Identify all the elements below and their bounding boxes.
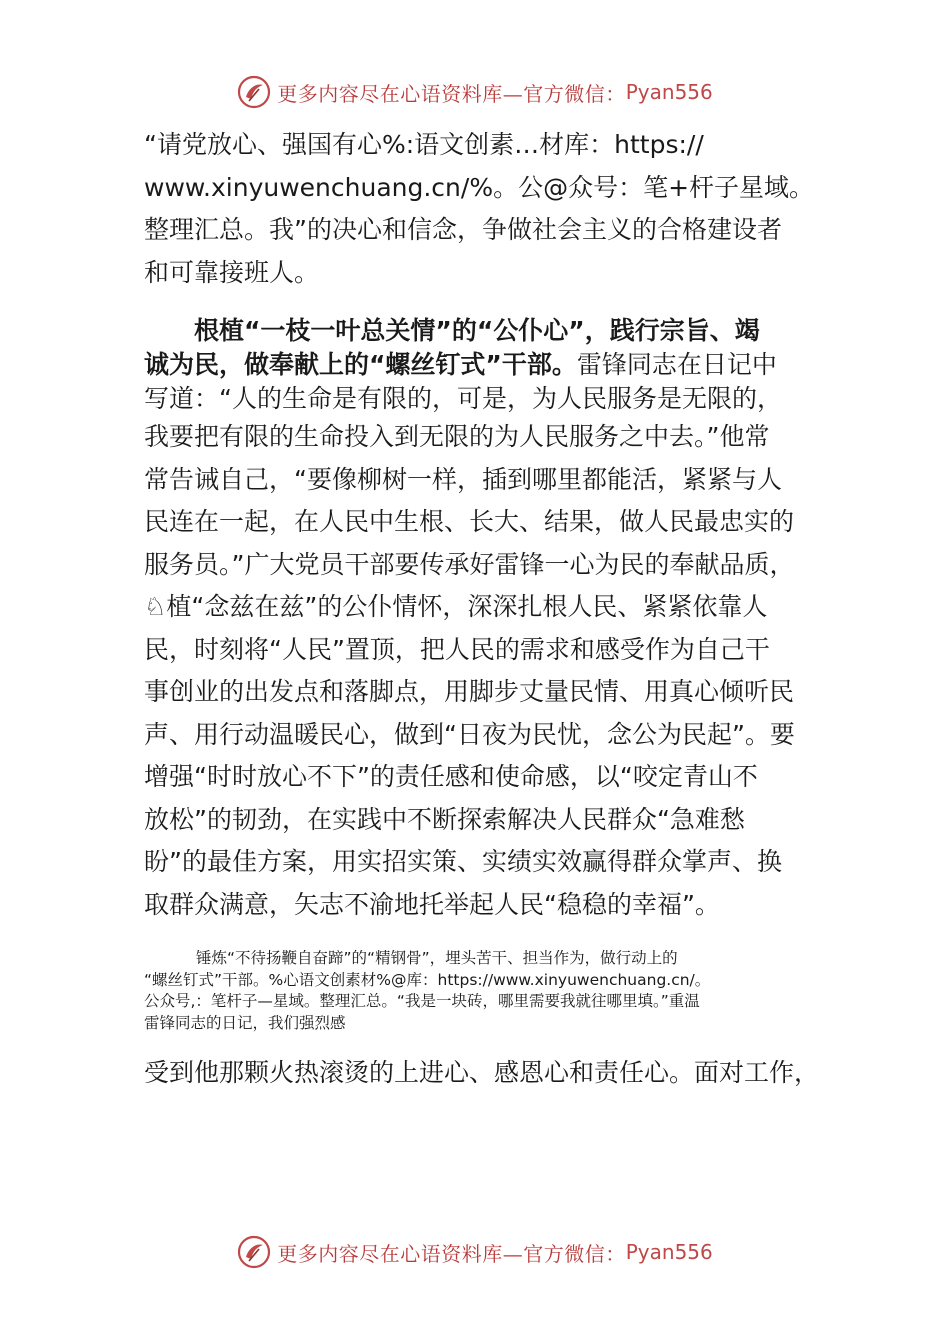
text-line: 服务员。”广大党员干部要传承好雷锋一心为民的奉献品质， <box>144 549 795 579</box>
text-line: 受到他那颗火热滚烫的上进心、感恩心和责任心。面对工作， <box>144 1058 820 1087</box>
text-line: 雷锋同志的日记，我们强烈感 <box>144 1013 346 1032</box>
text-line: “螺丝钉式”干部。%心语文创素材%@库：https://www.xinyuwenchuang.cn/。 <box>144 970 711 989</box>
footer-wechat-id: Pyan556 <box>625 1240 713 1264</box>
text-after-heading: 雷锋同志在日记中 <box>576 350 777 379</box>
text-line: 放松”的韧劲，在实践中不断探索解决人民群众“急难愁 <box>144 804 745 834</box>
text-line: 民，时刻将“人民”置顶，把人民的需求和感受作为自己干 <box>144 634 770 664</box>
text-line: 盼”的最佳方案，用实招实策、实绩实效赢得群众掌声、换 <box>144 847 782 876</box>
paragraph-4 <box>144 1052 820 1095</box>
text-line: 民连在一起，在人民中生根、长大、结果，做人民最忠实的 <box>144 507 795 536</box>
footer-slogan: 更多内容尽在心语资料库—官方微信： <box>277 1241 626 1266</box>
paragraph-3-small <box>144 948 820 1034</box>
text-line: 事创业的出发点和落脚点，用脚步丈量民情、用真心倾听民 <box>144 677 795 706</box>
paragraph-1 <box>144 124 820 294</box>
text-line: 增强“时时放心不下”的责任感和使命感，以“咬定青山不 <box>144 762 758 791</box>
logo-icon <box>237 1235 271 1269</box>
text-line: 常告诫自己，“要像柳树一样，插到哪里都能活，紧紧与人 <box>144 464 782 494</box>
logo-icon <box>237 75 271 109</box>
text-line: “请党放心、强国有心%:语文创素…材库：https:// <box>144 130 704 159</box>
text-line: 声、用行动温暖民心，做到“日夜为民忧，念公为民起”。要 <box>144 719 795 749</box>
text-line: ♘植“念兹在兹”的公仆情怀，深深扎根人民、紧紧依靠人 <box>144 592 768 621</box>
document-body <box>144 124 820 1095</box>
bold-heading-line-2 <box>144 348 820 382</box>
text-line: 写道：“人的生命是有限的，可是，为人民服务是无限的， <box>144 384 782 413</box>
footer-banner <box>0 1232 950 1272</box>
bold-heading-line: 根植“一枝一叶总关情”的“公仆心”，践行宗旨、竭 <box>194 316 760 345</box>
text-line: 取群众满意，矢志不渝地托举起人民“稳稳的幸福”。 <box>144 889 720 919</box>
paragraph-2 <box>144 314 820 926</box>
header-wechat-id: Pyan556 <box>625 80 713 104</box>
text-line: 锤炼“不待扬鞭自奋蹄”的“精钢骨”，埋头苦干、担当作为，做行动上的 <box>196 949 678 967</box>
text-line: 我要把有限的生命投入到无限的为人民服务之中去。”他常 <box>144 422 770 451</box>
text-line: 公众号,：笔杆子—星域。整理汇总。“我是一块砖，哪里需要我就往哪里填。”重温 <box>144 992 700 1010</box>
header-slogan: 更多内容尽在心语资料库—官方微信： <box>277 81 626 106</box>
text-line: www.xinyuwenchuang.cn/%。公@众号：笔+杆子星域。 <box>144 172 815 202</box>
text-line: 和可靠接班人。 <box>144 257 320 287</box>
bold-heading-text: 诚为民，做奉献上的“螺丝钉式”干部。 <box>144 350 577 379</box>
header-banner <box>0 72 950 112</box>
text-line: 整理汇总。我”的决心和信念，争做社会主义的合格建设者 <box>144 215 782 244</box>
